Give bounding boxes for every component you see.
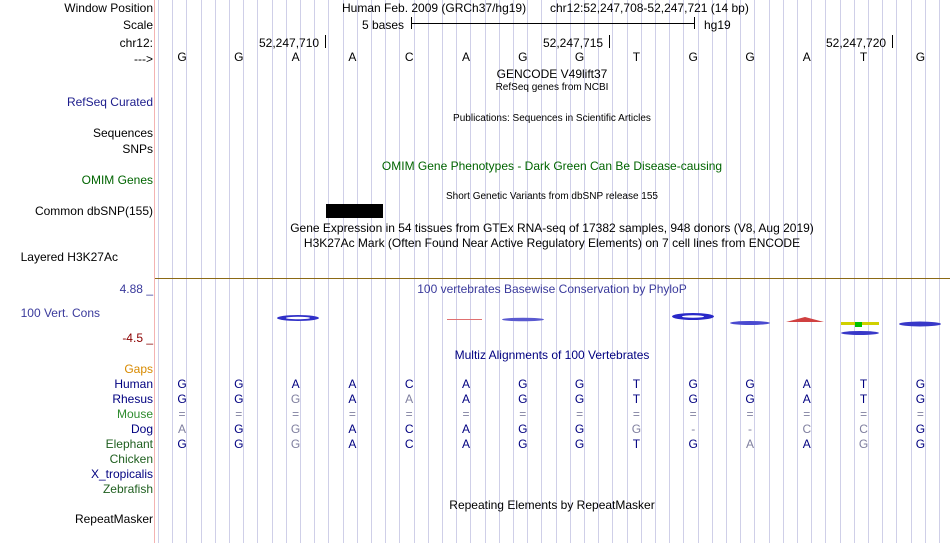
base-letter: C: [404, 437, 414, 451]
scale-label: Scale: [122, 18, 153, 32]
mouse-alignment-row: [155, 407, 950, 421]
base-letter: T: [859, 50, 868, 64]
base-letter: G: [574, 422, 585, 436]
base-letter: A: [405, 392, 414, 406]
gtex-track-title[interactable]: Gene Expression in 54 tissues from GTEx RNA-seq of 17382 samples, 948 donors (V8, Aug 2019): [290, 221, 814, 235]
omim-track-title[interactable]: OMIM Gene Phenotypes - Dark Green Can Be Disease-causing: [381, 159, 723, 173]
base-letter: A: [291, 377, 300, 391]
refseq-track-title[interactable]: RefSeq genes from NCBI: [495, 82, 609, 93]
window-position-label: Window Position: [64, 1, 153, 15]
base-letter: T: [859, 377, 868, 391]
base-letter: G: [858, 437, 869, 451]
base-letter: A: [461, 422, 470, 436]
human-label[interactable]: Human: [114, 377, 153, 391]
base-letter: G: [234, 422, 244, 436]
elephant-alignment-row: [155, 437, 950, 451]
base-letter: A: [348, 437, 357, 451]
coord-label: 52,247,715: [543, 36, 604, 50]
rhesus-alignment-row: [155, 392, 950, 406]
dog-alignment-row: [155, 422, 950, 436]
base-letter: A: [461, 437, 470, 451]
base-letter: G: [915, 392, 926, 406]
human-alignment-row: [155, 377, 950, 391]
refseq-curated-label[interactable]: RefSeq Curated: [66, 95, 153, 109]
scale-text: 5 bases: [362, 18, 405, 32]
mouse-label[interactable]: Mouse: [116, 407, 153, 421]
base-letter: =: [292, 407, 300, 421]
base-letter: A: [348, 422, 357, 436]
base-letter: C: [404, 422, 414, 436]
vert-cons-label[interactable]: 100 Vert. Cons: [20, 306, 100, 320]
track-label-column: [0, 0, 155, 543]
base-letter: =: [916, 407, 924, 421]
base-letter: G: [688, 377, 698, 391]
base-letter: G: [177, 377, 187, 391]
gencode-track-title[interactable]: GENCODE V49lift37: [496, 67, 608, 81]
position-text: chr12:52,247,708-52,247,721 (14 bp): [550, 1, 749, 15]
track-separator: [155, 278, 950, 279]
omim-genes-label[interactable]: OMIM Genes: [81, 173, 153, 187]
publications-track-title[interactable]: Publications: Sequences in Scientific Articles: [453, 113, 651, 124]
base-letter: G: [574, 437, 585, 451]
base-letter: A: [348, 377, 357, 391]
base-letter: =: [576, 407, 584, 421]
strand-label: --->: [134, 52, 153, 66]
base-letter: A: [802, 392, 811, 406]
base-letter: C: [859, 422, 868, 436]
coord-tick: [325, 35, 326, 48]
sequences-label[interactable]: Sequences: [92, 126, 153, 140]
conservation-logo: [155, 300, 950, 340]
base-letter: T: [859, 392, 868, 406]
base-letter: C: [404, 50, 414, 64]
base-letter: =: [348, 407, 356, 421]
cons-min-label: -4.5 _: [122, 331, 153, 345]
gaps-label[interactable]: Gaps: [124, 362, 153, 376]
reference-sequence-row: [155, 50, 950, 64]
base-letter: G: [915, 377, 926, 391]
base-letter: G: [518, 377, 528, 391]
base-letter: G: [745, 392, 755, 406]
coord-tick: [892, 35, 893, 48]
base-letter: =: [632, 407, 640, 421]
scale-db-text: hg19: [704, 18, 731, 32]
base-letter: G: [177, 50, 187, 64]
base-letter: G: [518, 50, 528, 64]
repeatmasker-label[interactable]: RepeatMasker: [74, 512, 153, 526]
base-letter: =: [519, 407, 527, 421]
base-letter: -: [691, 422, 696, 436]
base-letter: G: [574, 377, 585, 391]
base-letter: =: [178, 407, 186, 421]
base-letter: G: [574, 50, 585, 64]
base-letter: =: [803, 407, 811, 421]
base-letter: G: [290, 392, 301, 406]
snp-variant-block[interactable]: [326, 204, 383, 218]
snps-label[interactable]: SNPs: [122, 142, 153, 156]
h3k27ac-track-title[interactable]: H3K27Ac Mark (Often Found Near Active Regulatory Elements) on 7 cell lines from ENCODE: [303, 236, 801, 250]
base-letter: G: [518, 437, 528, 451]
base-letter: G: [234, 437, 244, 451]
base-letter: G: [915, 437, 926, 451]
base-letter: G: [234, 50, 244, 64]
base-letter: G: [234, 392, 244, 406]
base-letter: C: [404, 377, 414, 391]
base-letter: G: [574, 392, 585, 406]
elephant-label[interactable]: Elephant: [105, 437, 153, 451]
repeatmasker-track-title[interactable]: Repeating Elements by RepeatMasker: [449, 498, 655, 512]
base-letter: =: [462, 407, 470, 421]
base-letter: =: [746, 407, 754, 421]
base-letter: G: [177, 392, 187, 406]
base-letter: T: [632, 377, 641, 391]
cons-max-label: 4.88 _: [119, 282, 153, 296]
base-letter: C: [802, 422, 812, 436]
base-letter: T: [632, 50, 641, 64]
base-letter: A: [802, 50, 811, 64]
base-letter: G: [234, 377, 244, 391]
base-letter: A: [745, 437, 754, 451]
base-letter: G: [518, 392, 528, 406]
base-letter: G: [177, 437, 187, 451]
base-letter: A: [348, 50, 357, 64]
base-letter: T: [632, 392, 641, 406]
base-letter: G: [915, 50, 926, 64]
base-letter: A: [461, 377, 470, 391]
base-letter: G: [745, 377, 755, 391]
base-letter: G: [688, 50, 698, 64]
base-letter: T: [632, 437, 641, 451]
zebrafish-label[interactable]: Zebrafish: [102, 482, 153, 496]
base-letter: G: [518, 422, 528, 436]
scale-bar: [411, 17, 695, 29]
dbsnp-track-title[interactable]: Short Genetic Variants from dbSNP release 155: [446, 191, 658, 202]
assembly-text: Human Feb. 2009 (GRCh37/hg19): [342, 1, 527, 15]
chrom-label: chr12:: [119, 36, 153, 50]
base-letter: =: [860, 407, 868, 421]
coord-tick: [609, 35, 610, 48]
base-letter: G: [688, 437, 698, 451]
base-letter: G: [290, 422, 301, 436]
base-letter: G: [688, 392, 698, 406]
base-letter: A: [461, 50, 470, 64]
base-letter: =: [405, 407, 413, 421]
dog-label[interactable]: Dog: [130, 422, 153, 436]
multiz-track-title[interactable]: Multiz Alignments of 100 Vertebrates: [454, 348, 650, 362]
coord-label: 52,247,710: [259, 36, 320, 50]
base-letter: G: [745, 50, 755, 64]
common-dbsnp-label[interactable]: Common dbSNP(155): [34, 204, 153, 218]
chicken-label[interactable]: Chicken: [109, 452, 153, 466]
browser-track-image[interactable]: [155, 0, 950, 543]
phylop-track-title[interactable]: 100 vertebrates Basewise Conservation by PhyloP: [417, 282, 687, 296]
base-letter: =: [689, 407, 697, 421]
base-letter: A: [461, 392, 470, 406]
base-letter: A: [802, 377, 811, 391]
base-letter: A: [291, 50, 300, 64]
base-letter: G: [915, 422, 926, 436]
coord-label: 52,247,720: [826, 36, 887, 50]
xtropicalis-label[interactable]: X_tropicalis: [90, 467, 153, 481]
base-letter: G: [290, 437, 301, 451]
base-letter: -: [748, 422, 752, 436]
base-letter: A: [348, 392, 357, 406]
base-letter: A: [802, 437, 811, 451]
layered-h3k27ac-label[interactable]: Layered H3K27Ac: [20, 250, 118, 264]
base-letter: =: [235, 407, 243, 421]
rhesus-label[interactable]: Rhesus: [112, 392, 153, 406]
base-letter: A: [177, 422, 186, 436]
base-letter: G: [631, 422, 642, 436]
